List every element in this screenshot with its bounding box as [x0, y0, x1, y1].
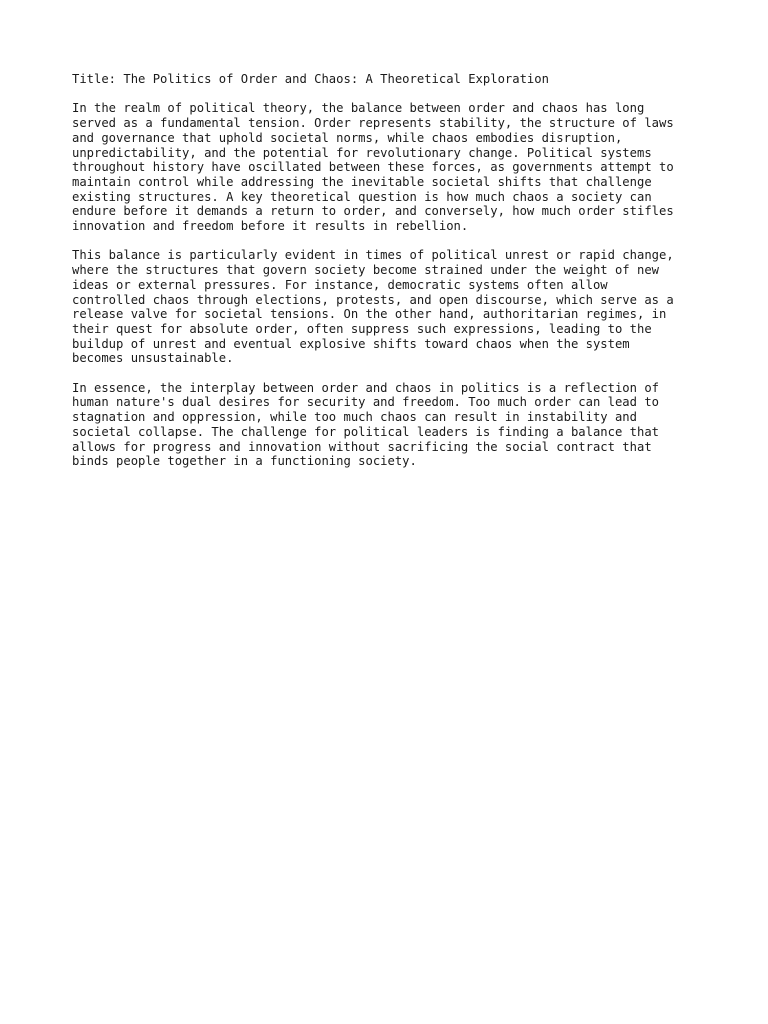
document-title: Title: The Politics of Order and Chaos: A Theoretical Exploration — [72, 72, 549, 86]
document-page — [72, 72, 696, 484]
paragraph-1: In the realm of political theory, the balance between order and chaos has long served as a fundamental tension. Order represents stability, the structure of laws and governance that uphold societal norms, while chaos embodies disruption, unpredictability, and the potential for revolutionary change. Political systems throughout history have oscillated between these forces, as governments attempt to maintain control while addressing the inevitable societal shifts that challenge existing structures. A key theoretical question is how much chaos a society can endure before it demands a return to order, and conversely, how much order stifles innovation and freedom before it results in rebellion. — [72, 101, 674, 234]
paragraph-3: In essence, the interplay between order and chaos in politics is a reflection of human nature's dual desires for security and freedom. Too much order can lead to stagnation and oppression, while too much chaos can result in instability and societal collapse. The challenge for political leaders is finding a balance that allows for progress and innovation without sacrificing the social contract that binds people together in a functioning society. — [72, 380, 659, 469]
paragraph-2: This balance is particularly evident in times of political unrest or rapid change, where the structures that govern society become strained under the weight of new ideas or external pressures. For instance, democratic systems often allow controlled chaos through elections, protests, and open discourse, which serve as a release valve for societal tensions. On the other hand, authoritarian regimes, in their quest for absolute order, often suppress such expressions, leading to the buildup of unrest and eventual explosive shifts toward chaos when the system becomes unsustainable. — [72, 248, 674, 366]
